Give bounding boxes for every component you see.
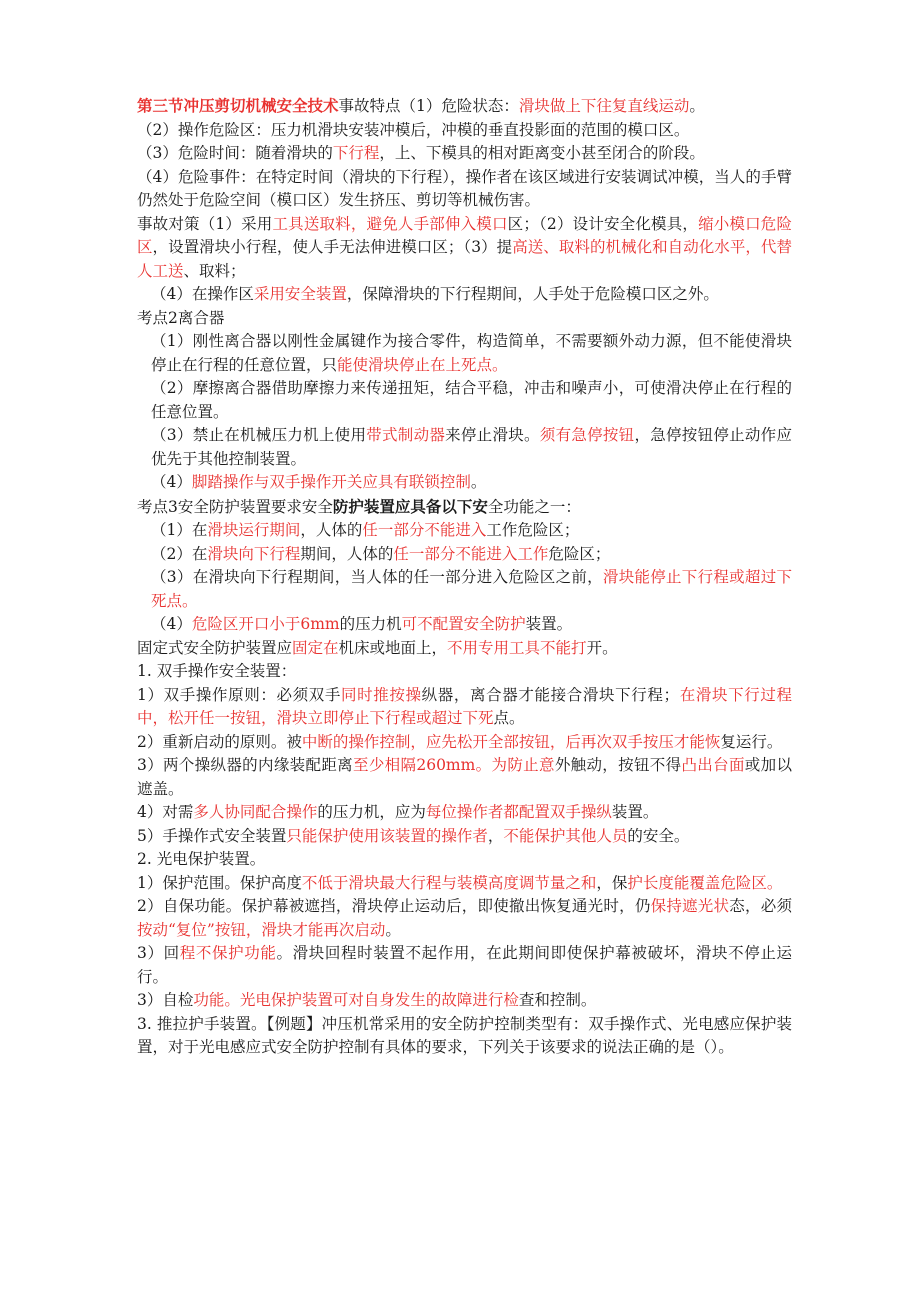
body-text: 装置。 bbox=[525, 615, 573, 633]
body-text: 固定式安全防护装置应 bbox=[137, 638, 293, 657]
body-text: （1）刚性离合器以刚性金属键作为接合零件，构造简单，不需要额外动力源，但不能使滑块停止在行程的任意位置，只 bbox=[151, 332, 792, 374]
body-text: 工作危险区； bbox=[486, 521, 580, 539]
body-text: ，人体的 bbox=[300, 521, 363, 539]
highlight-text: 采用安全装置 bbox=[253, 285, 347, 303]
body-text: 3. 推拉护手装置。【例题】冲压机常采用的安全防护控制类型有：双手操作式、光电感应保护装置，对于光电感应式安全防护控制有具体的要求，下列关于该要求的说法正确的是（）。 bbox=[137, 1014, 792, 1056]
body-text: ，保 bbox=[596, 873, 628, 892]
highlight-text: 程不保护功能 bbox=[179, 944, 277, 962]
paragraph bbox=[137, 94, 792, 119]
body-text: （4） bbox=[151, 473, 192, 491]
body-text: 1）双手操作原则：必须双手 bbox=[137, 685, 342, 704]
highlight-text: 高送、取料的机械化和自动化水平，代替人工送 bbox=[137, 238, 792, 280]
body-text: （3）危险时间：随着滑块的 bbox=[137, 144, 333, 162]
body-text: 2. 光电保护装置。 bbox=[137, 850, 266, 868]
body-text: （2）操作危险区：压力机滑块安装冲模后，冲模的垂直投影面的范围的模口区。 bbox=[137, 120, 690, 139]
highlight-text: 带式制动器 bbox=[366, 426, 446, 444]
body-text: （2）摩擦离合器借助摩擦力来传递扭矩，结合平稳，冲击和噪声小，可使滑决停止在行程的任意位置。 bbox=[151, 379, 792, 421]
paragraph bbox=[137, 895, 792, 942]
body-text: 的压力机 bbox=[339, 615, 402, 633]
body-text: 4）对需 bbox=[137, 803, 194, 821]
body-text: （4）在操作区 bbox=[151, 285, 254, 303]
paragraph bbox=[137, 566, 792, 613]
paragraph bbox=[137, 424, 792, 471]
body-text: 来停止滑块。 bbox=[445, 426, 540, 444]
paragraph bbox=[137, 801, 792, 825]
paragraph bbox=[137, 613, 792, 637]
paragraph bbox=[137, 495, 792, 520]
paragraph bbox=[137, 330, 792, 377]
paragraph bbox=[137, 283, 792, 307]
body-text: 3）两个操纵器的内缘装配距离 bbox=[137, 756, 354, 774]
paragraph bbox=[137, 660, 792, 684]
paragraph bbox=[137, 731, 792, 755]
highlight-text: 多人协同配合操作 bbox=[193, 803, 318, 821]
body-text: 5）手操作式安全装置 bbox=[137, 826, 287, 845]
highlight-text: 滑块运行期间 bbox=[207, 521, 301, 539]
body-text: 考点2离合器 bbox=[137, 308, 225, 327]
body-text: 、取料； bbox=[183, 261, 246, 280]
body-text: 点。 bbox=[493, 709, 525, 727]
highlight-text: 至少相隔260mm。为防止意 bbox=[353, 756, 555, 774]
highlight-text: 不用专用工具不能打 bbox=[447, 638, 587, 657]
body-text: （4） bbox=[151, 615, 192, 633]
body-text: （2）在 bbox=[151, 544, 208, 563]
body-text: 机床或地面上， bbox=[338, 638, 448, 657]
body-text: 。 bbox=[470, 473, 487, 491]
body-text: 2）重新启动的原则。被 bbox=[137, 732, 302, 751]
highlight-text: 只能保护使用该装置的操作者 bbox=[286, 826, 488, 845]
paragraph bbox=[137, 519, 792, 543]
paragraph bbox=[137, 684, 792, 731]
paragraph bbox=[137, 754, 792, 801]
body-text: 危险区； bbox=[548, 544, 611, 563]
body-text: （3）禁止在机械压力机上使用 bbox=[151, 426, 367, 444]
highlight-text: 滑块能停止下行程或超过下死点。 bbox=[151, 568, 792, 610]
paragraph bbox=[137, 119, 792, 143]
paragraph bbox=[137, 543, 792, 567]
body-text: 查和控制。 bbox=[518, 991, 597, 1009]
body-text: 事故特点（1）危险状态： bbox=[338, 97, 519, 115]
body-text: 纵器，离合器才能接合滑块下行程； bbox=[421, 685, 680, 704]
document-body bbox=[137, 94, 792, 1060]
highlight-text: 不低于滑块最大行程与装模高度调节量之和 bbox=[301, 873, 597, 892]
highlight-text: 中断的操作控制，应先松开全部按钮，后再次双手按压才能恢 bbox=[301, 732, 721, 751]
paragraph bbox=[137, 166, 792, 213]
body-text: 外触动，按钮不得 bbox=[554, 756, 682, 774]
highlight-text: 滑块做上下往复直线运动 bbox=[518, 97, 690, 115]
highlight-text: 滑块向下行程 bbox=[207, 544, 301, 563]
paragraph bbox=[137, 142, 792, 166]
paragraph bbox=[137, 848, 792, 872]
body-text: 复运行。 bbox=[720, 732, 783, 751]
body-text: 或加以遮盖。 bbox=[137, 756, 792, 798]
body-text: （1）在 bbox=[151, 521, 208, 539]
highlight-text: 在滑块下行过程中，松开任一按钮，滑块立即停止下行程或超过下死 bbox=[137, 685, 792, 727]
highlight-text: 缩小模口危险区 bbox=[137, 214, 792, 256]
body-text: 事故对策（1）采用 bbox=[137, 214, 273, 233]
paragraph bbox=[137, 1013, 792, 1060]
highlight-text: 功能。光电保护装置可对自身发生的故障进行检 bbox=[193, 991, 519, 1009]
highlight-text: 第三节冲压剪切机械安全技术 bbox=[137, 96, 339, 115]
body-text: 全功能之一： bbox=[487, 497, 581, 516]
body-text: 。 bbox=[689, 97, 705, 115]
highlight-text: 每位操作者都配置双手操纵 bbox=[425, 803, 612, 821]
highlight-text: 凸出台面 bbox=[681, 756, 745, 774]
paragraph bbox=[137, 872, 792, 896]
body-text: 区；（2）设计安全化模具， bbox=[507, 214, 699, 233]
body-text: （3）在滑块向下行程期间，当人体的任一部分进入危险区之前， bbox=[151, 568, 603, 586]
highlight-text: 按动“复位”按钮，滑块才能再次启动 bbox=[137, 920, 386, 939]
highlight-text: 护长度能覆盖危险区。 bbox=[627, 873, 783, 892]
highlight-text: 脚踏操作与双手操作开关应具有联锁控制 bbox=[191, 473, 471, 491]
body-text: 1）保护范围。保护高度 bbox=[137, 873, 302, 892]
body-text: 装置。 bbox=[611, 803, 659, 821]
body-text: 的压力机，应为 bbox=[317, 803, 426, 821]
body-text: 2）自保功能。保护幕被遮挡，滑块停止运动后，即使撤出恢复通光时，仍 bbox=[137, 897, 651, 915]
highlight-text: 危险区开口小于6mm bbox=[191, 615, 340, 633]
paragraph bbox=[137, 377, 792, 424]
body-text: （4）危险事件：在特定时间（滑块的下行程），操作者在该区域进行安装调试冲模，当人的手臂仍然处于危险空间（模口区）发生挤压、剪切等机械伤害。 bbox=[137, 167, 792, 209]
highlight-text: 工具送取料，避免人手部伸入模口 bbox=[272, 214, 508, 233]
body-text: 态，必须 bbox=[729, 897, 792, 915]
highlight-text: 保持遮光状 bbox=[650, 897, 730, 915]
paragraph bbox=[137, 307, 792, 331]
highlight-text: 同时推按操 bbox=[341, 685, 422, 704]
body-text: ，上、下模具的相对距离变小甚至闭合的阶段。 bbox=[379, 144, 705, 162]
body-text: ， bbox=[487, 826, 504, 845]
highlight-text: 能使滑块停止在上死点。 bbox=[337, 355, 508, 374]
highlight-text: 固定在 bbox=[292, 638, 339, 657]
body-text: 开。 bbox=[586, 638, 618, 657]
highlight-text: 任一部分不能进入 bbox=[362, 521, 487, 539]
paragraph bbox=[137, 637, 792, 661]
paragraph bbox=[137, 942, 792, 989]
highlight-text: 下行程 bbox=[332, 144, 380, 162]
highlight-text: 不能保护其他人员 bbox=[503, 826, 628, 845]
body-text: ，急停按钮停止动作应优先于其他控制装置。 bbox=[151, 426, 792, 468]
body-text: 。 bbox=[385, 920, 401, 939]
paragraph bbox=[137, 213, 792, 284]
paragraph bbox=[137, 471, 792, 495]
body-text: 考点3安全防护装置要求安全 bbox=[137, 497, 333, 516]
body-text: 1. 双手操作安全装置： bbox=[137, 662, 297, 680]
paragraph bbox=[137, 825, 792, 849]
body-text: 防护装置应具备以下安 bbox=[332, 496, 488, 516]
paragraph bbox=[137, 989, 792, 1013]
body-text: ，设置滑块小行程，使人手无法伸进模口区；（3）提 bbox=[152, 238, 513, 256]
highlight-text: 可不配置安全防护 bbox=[401, 615, 526, 633]
body-text: ，保障滑块的下行程期间，人手处于危险模口区之外。 bbox=[346, 285, 719, 303]
body-text: 期间，人体的 bbox=[300, 544, 394, 563]
highlight-text: 任一部分不能进入工作 bbox=[393, 544, 549, 563]
highlight-text: 须有急停按钮 bbox=[539, 426, 635, 444]
body-text: 3）回 bbox=[137, 944, 180, 962]
body-text: 的安全。 bbox=[627, 826, 690, 845]
body-text: 3）自检 bbox=[137, 991, 194, 1009]
body-text: 。滑块回程时装置不起作用，在此期间即使保护幕被破坏，滑块不停止运行。 bbox=[137, 944, 792, 986]
